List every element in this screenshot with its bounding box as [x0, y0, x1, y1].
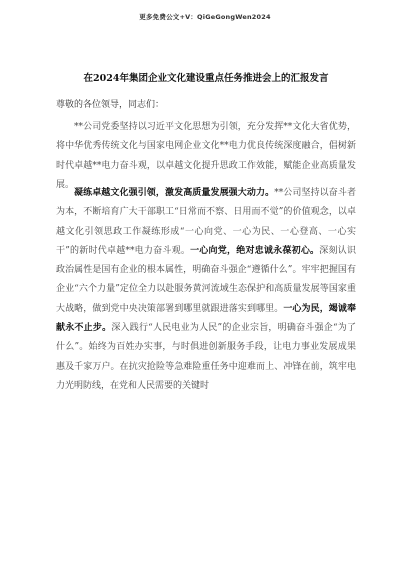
page-header: 更多免费公文+V：QiGeGongWen2024	[139, 13, 271, 21]
paragraph-2-text-1: **公司坚持以奋斗者为本，不断培育广大干部职工“日常而不察、日用而不觉”的价值观念，以卓越文化引领思政工作凝练形成“一心向党、一心为民、一心登高、一心实干”的新时代卓越**电力奋斗观。	[56, 188, 356, 256]
document-title: 在2024年集团企业文化建设重点任务推进会上的汇报发言	[83, 73, 329, 84]
paragraph-2-heading: 凝练卓越文化强引领，激发高质量发展强大动力。	[74, 188, 275, 198]
paragraph-2-text-2: 深刻认识政治属性是国有企业的根本属性，明确奋斗强企“遵循什么”。牢牢把握国有企业“六个力量”定位全力以赴服务黄河流域生态保护和高质量发展等国家重大战略，做到党中央决策部署到哪里就跟进落实到哪里。	[56, 245, 356, 314]
paragraph-2-text-3: 深入践行“人民电业为人民”的企业宗旨，明确奋斗强企“为了什么”。始终为百姓办实事，与时俱进创新服务手段，让电力事业发展成果惠及千家万户。在抗灾抢险等急难险重任务中迎难而上、冲锋在前，筑牢电力光明防线，在党和人民需要的关键时	[56, 323, 356, 391]
paragraph-2-subheading-2: 一心为民，竭诚奉献永不止步。	[56, 303, 356, 334]
paragraph-2-subheading-1: 一心向党，绝对忠诚永葆初心。	[190, 245, 320, 256]
salutation: 尊敬的各位领导，同志们：	[56, 100, 165, 110]
paragraph-1: **公司党委坚持以习近平文化思想为引领，充分发挥**文化大省优势，将中华优秀传统文化与国家电网企业文化**电力优良传统深度融合，倡树新时代卓越**电力奋斗观，以卓越文化提升思政工作效能，赋能企业高质量发展。	[56, 122, 356, 190]
paragraph-2	[56, 184, 356, 396]
